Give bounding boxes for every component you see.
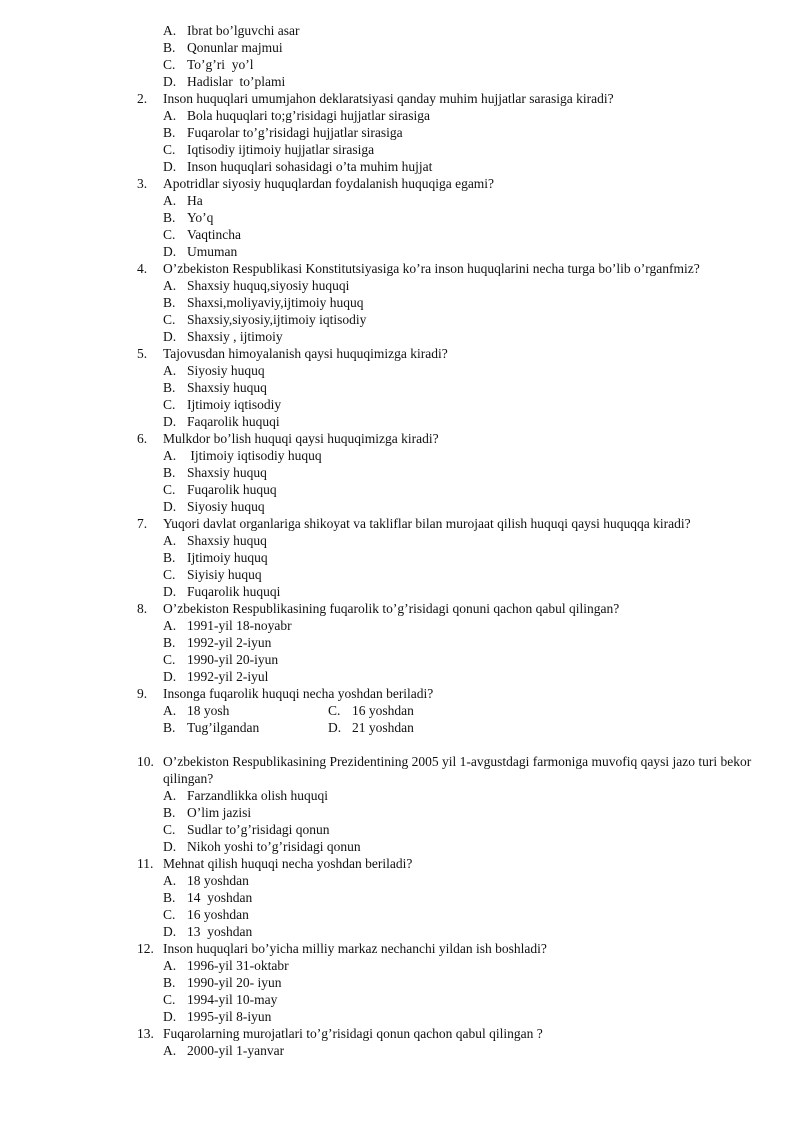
answer-options xyxy=(163,192,800,260)
option-letter: A. xyxy=(163,448,177,463)
option-letter: D. xyxy=(328,720,342,735)
answer-option xyxy=(163,957,800,974)
option-text: Umuman xyxy=(187,244,238,259)
answer-option xyxy=(163,532,800,549)
option-text: Tug’ilgandan xyxy=(187,720,260,735)
option-letter: C. xyxy=(163,142,176,157)
option-text: Fuqarolar to’g’risidagi hujjatlar sirasiga xyxy=(187,125,403,140)
question-item xyxy=(137,600,800,685)
question-item xyxy=(137,685,800,736)
answer-option xyxy=(163,889,800,906)
answer-option xyxy=(163,311,800,328)
option-text: 1990-yil 20-iyun xyxy=(187,652,279,667)
answer-options xyxy=(163,447,800,515)
answer-option xyxy=(163,209,800,226)
question-number: 10. xyxy=(137,754,154,769)
option-text: Faqarolik huquqi xyxy=(187,414,280,429)
option-letter: A. xyxy=(163,788,177,803)
option-text: Qonunlar majmui xyxy=(187,40,283,55)
answer-option xyxy=(163,294,800,311)
question-text: Apotridlar siyosiy huquqlardan foydalanish huquqiga egami? xyxy=(163,176,495,191)
answer-option xyxy=(163,787,800,804)
option-letter: C. xyxy=(163,57,176,72)
option-text: 18 yosh xyxy=(187,703,230,718)
option-text: Ha xyxy=(187,193,203,208)
option-text: 16 yoshdan xyxy=(187,907,249,922)
answer-option xyxy=(163,226,800,243)
answer-options-row xyxy=(163,719,800,736)
option-letter: D. xyxy=(163,329,177,344)
option-letter: B. xyxy=(163,550,176,565)
option-letter: C. xyxy=(163,482,176,497)
answer-option xyxy=(163,906,800,923)
option-text: 13 yoshdan xyxy=(187,924,253,939)
option-letter: C. xyxy=(163,567,176,582)
option-text: Shaxsi,moliyaviy,ijtimoiy huquq xyxy=(187,295,364,310)
question-number: 4. xyxy=(137,261,148,276)
option-text: Ijtimoiy iqtisodiy xyxy=(187,397,282,412)
question-line xyxy=(137,260,800,277)
option-text: Siyisiy huquq xyxy=(187,567,262,582)
answer-options-grid xyxy=(163,702,800,736)
option-letter: A. xyxy=(163,23,177,38)
question-line xyxy=(137,685,800,702)
option-text: Fuqarolik huquqi xyxy=(187,584,281,599)
option-letter: A. xyxy=(163,1043,177,1058)
option-letter: B. xyxy=(163,210,176,225)
question-line xyxy=(137,175,800,192)
answer-option xyxy=(328,719,493,736)
answer-options xyxy=(163,957,800,1025)
option-letter: B. xyxy=(163,380,176,395)
option-text: 1995-yil 8-iyun xyxy=(187,1009,272,1024)
option-letter: B. xyxy=(163,975,176,990)
option-text: 18 yoshdan xyxy=(187,873,249,888)
option-letter: B. xyxy=(163,125,176,140)
option-letter: D. xyxy=(163,924,177,939)
option-text: Bola huquqlari to;g’risidagi hujjatlar sirasiga xyxy=(187,108,430,123)
question-text: O’zbekiston Respublikasining fuqarolik to’g’risidagi qonuni qachon qabul qilingan? xyxy=(163,601,620,616)
question-item xyxy=(137,175,800,260)
question-line xyxy=(137,1025,800,1042)
question-text: Yuqori davlat organlariga shikoyat va takliflar bilan murojaat qilish huquqi qaysi huquqqa kiradi? xyxy=(163,516,691,531)
question-number: 11. xyxy=(137,856,154,871)
option-letter: B. xyxy=(163,890,176,905)
question-item xyxy=(137,515,800,600)
option-text: 14 yoshdan xyxy=(187,890,253,905)
option-text: Ijtimoiy huquq xyxy=(187,550,268,565)
answer-option xyxy=(163,991,800,1008)
answer-option xyxy=(163,141,800,158)
answer-option xyxy=(163,464,800,481)
option-text: 21 yoshdan xyxy=(352,720,414,735)
option-letter: B. xyxy=(163,295,176,310)
option-letter: D. xyxy=(163,584,177,599)
option-text: Shaxsiy huquq xyxy=(187,533,267,548)
option-letter: B. xyxy=(163,720,176,735)
option-text: 1994-yil 10-may xyxy=(187,992,278,1007)
option-text: Inson huquqlari sohasidagi o’ta muhim hujjat xyxy=(187,159,433,174)
option-letter: C. xyxy=(163,312,176,327)
answer-option xyxy=(163,923,800,940)
option-letter: D. xyxy=(163,159,177,174)
option-letter: A. xyxy=(163,873,177,888)
answer-options xyxy=(163,787,800,855)
option-text: Sudlar to’g’risidagi qonun xyxy=(187,822,330,837)
question-text: Insonga fuqarolik huquqi necha yoshdan beriladi? xyxy=(163,686,434,701)
answer-option xyxy=(163,974,800,991)
answer-option xyxy=(163,821,800,838)
question-line xyxy=(137,855,800,872)
option-letter: B. xyxy=(163,805,176,820)
question-text: Inson huquqlari bo’yicha milliy markaz nechanchi yildan ish boshladi? xyxy=(163,941,547,956)
question-number: 6. xyxy=(137,431,148,446)
option-letter: C. xyxy=(163,652,176,667)
question-line xyxy=(137,90,800,107)
answer-option xyxy=(163,39,800,56)
option-letter: D. xyxy=(163,1009,177,1024)
question-number: 5. xyxy=(137,346,148,361)
option-letter: A. xyxy=(163,703,177,718)
question-text: Mulkdor bo’lish huquqi qaysi huquqimizga kiradi? xyxy=(163,431,439,446)
option-letter: C. xyxy=(163,822,176,837)
option-letter: A. xyxy=(163,618,177,633)
option-text: Ijtimoiy iqtisodiy huquq xyxy=(187,448,322,463)
answer-option xyxy=(163,243,800,260)
answer-option xyxy=(163,1042,800,1059)
option-text: Farzandlikka olish huquqi xyxy=(187,788,328,803)
option-text: Nikoh yoshi to’g’risidagi qonun xyxy=(187,839,361,854)
question-item xyxy=(137,940,800,1025)
answer-option xyxy=(163,277,800,294)
question-item xyxy=(137,90,800,175)
answer-option xyxy=(163,22,800,39)
option-text: 2000-yil 1-yanvar xyxy=(187,1043,285,1058)
option-letter: C. xyxy=(163,992,176,1007)
answer-option xyxy=(163,498,800,515)
document-page xyxy=(0,22,800,1059)
question-text: O’zbekiston Respublikasining Prezidentining 2005 yil 1-avgustdagi farmoniga muvofiq qaysi jazo turi bekor qilingan? xyxy=(163,754,752,786)
question-line xyxy=(137,600,800,617)
answer-options xyxy=(163,1042,800,1059)
question-number: 2. xyxy=(137,91,148,106)
answer-options xyxy=(163,872,800,940)
option-text: 1996-yil 31-oktabr xyxy=(187,958,289,973)
answer-option xyxy=(163,107,800,124)
option-letter: C. xyxy=(163,227,176,242)
option-text: Ibrat bo’lguvchi asar xyxy=(187,23,300,38)
answer-option xyxy=(163,481,800,498)
answer-option xyxy=(163,192,800,209)
answer-option xyxy=(163,804,800,821)
blank-line xyxy=(0,736,800,753)
option-letter: C. xyxy=(328,703,341,718)
answer-option xyxy=(163,379,800,396)
option-letter: A. xyxy=(163,958,177,973)
question-item xyxy=(137,260,800,345)
answer-option xyxy=(163,447,800,464)
option-letter: B. xyxy=(163,40,176,55)
answer-option xyxy=(163,719,328,736)
option-text: 1991-yil 18-noyabr xyxy=(187,618,292,633)
option-text: 1992-yil 2-iyun xyxy=(187,635,272,650)
option-text: Shaxsiy huquq xyxy=(187,380,267,395)
option-text: 16 yoshdan xyxy=(352,703,414,718)
answer-options xyxy=(163,107,800,175)
option-text: Hadislar to’plami xyxy=(187,74,286,89)
answer-option xyxy=(163,124,800,141)
answer-option xyxy=(163,617,800,634)
option-text: Shaxsiy , ijtimoiy xyxy=(187,329,283,344)
option-letter: A. xyxy=(163,193,177,208)
answer-option xyxy=(163,158,800,175)
question-text: O’zbekiston Respublikasi Konstitutsiyasiga ko’ra inson huquqlarini necha turga bo’lib o’rganfmiz? xyxy=(163,261,700,276)
question-item xyxy=(137,430,800,515)
answer-option xyxy=(163,838,800,855)
option-text: Iqtisodiy ijtimoiy hujjatlar sirasiga xyxy=(187,142,375,157)
option-letter: A. xyxy=(163,363,177,378)
answer-options xyxy=(163,532,800,600)
option-letter: A. xyxy=(163,278,177,293)
question-number: 9. xyxy=(137,686,148,701)
option-text: 1992-yil 2-iyul xyxy=(187,669,269,684)
question-number: 8. xyxy=(137,601,148,616)
question-line xyxy=(137,345,800,362)
option-letter: C. xyxy=(163,397,176,412)
option-letter: B. xyxy=(163,635,176,650)
option-text: Siyosiy huquq xyxy=(187,499,265,514)
option-text: Siyosiy huquq xyxy=(187,363,265,378)
answer-options xyxy=(163,362,800,430)
question-item xyxy=(137,753,800,855)
answer-option xyxy=(163,362,800,379)
question-item xyxy=(137,855,800,940)
option-text: Fuqarolik huquq xyxy=(187,482,277,497)
option-text: Yo’q xyxy=(187,210,214,225)
answer-option xyxy=(163,651,800,668)
option-letter: D. xyxy=(163,839,177,854)
previous-question-options xyxy=(163,22,800,90)
question-number: 12. xyxy=(137,941,154,956)
option-text: Shaxsiy huquq xyxy=(187,465,267,480)
answer-option xyxy=(163,549,800,566)
option-text: To’g’ri yo’l xyxy=(187,57,254,72)
question-line xyxy=(137,515,800,532)
question-number: 13. xyxy=(137,1026,154,1041)
question-list xyxy=(0,90,800,1059)
question-number: 3. xyxy=(137,176,148,191)
option-text: Vaqtincha xyxy=(187,227,241,242)
answer-option xyxy=(163,413,800,430)
option-text: Shaxsiy,siyosiy,ijtimoiy iqtisodiy xyxy=(187,312,367,327)
answer-option xyxy=(163,634,800,651)
option-text: 1990-yil 20- iyun xyxy=(187,975,282,990)
question-number: 7. xyxy=(137,516,148,531)
option-text: Shaxsiy huquq,siyosiy huquqi xyxy=(187,278,350,293)
answer-option xyxy=(163,73,800,90)
option-letter: D. xyxy=(163,499,177,514)
answer-option xyxy=(163,668,800,685)
option-text: O’lim jazisi xyxy=(187,805,252,820)
answer-options xyxy=(163,277,800,345)
option-letter: D. xyxy=(163,669,177,684)
option-letter: D. xyxy=(163,74,177,89)
answer-option xyxy=(163,56,800,73)
answer-option xyxy=(163,396,800,413)
answer-option xyxy=(163,566,800,583)
question-text: Tajovusdan himoyalanish qaysi huquqimizga kiradi? xyxy=(163,346,448,361)
answer-options xyxy=(163,617,800,685)
option-letter: C. xyxy=(163,907,176,922)
option-letter: D. xyxy=(163,414,177,429)
question-item xyxy=(137,1025,800,1059)
option-letter: B. xyxy=(163,465,176,480)
answer-option xyxy=(163,583,800,600)
option-letter: D. xyxy=(163,244,177,259)
answer-option xyxy=(163,1008,800,1025)
question-line xyxy=(137,753,800,787)
answer-option xyxy=(163,702,328,719)
question-text: Fuqarolarning murojatlari to’g’risidagi qonun qachon qabul qilingan ? xyxy=(163,1026,543,1041)
option-letter: A. xyxy=(163,533,177,548)
answer-option xyxy=(328,702,493,719)
question-item xyxy=(137,345,800,430)
answer-option xyxy=(163,872,800,889)
answer-options-row xyxy=(163,702,800,719)
question-text: Mehnat qilish huquqi necha yoshdan beriladi? xyxy=(163,856,413,871)
question-line xyxy=(137,940,800,957)
question-line xyxy=(137,430,800,447)
option-letter: A. xyxy=(163,108,177,123)
question-text: Inson huquqlari umumjahon deklaratsiyasi qanday muhim hujjatlar sarasiga kiradi? xyxy=(163,91,614,106)
answer-option xyxy=(163,328,800,345)
